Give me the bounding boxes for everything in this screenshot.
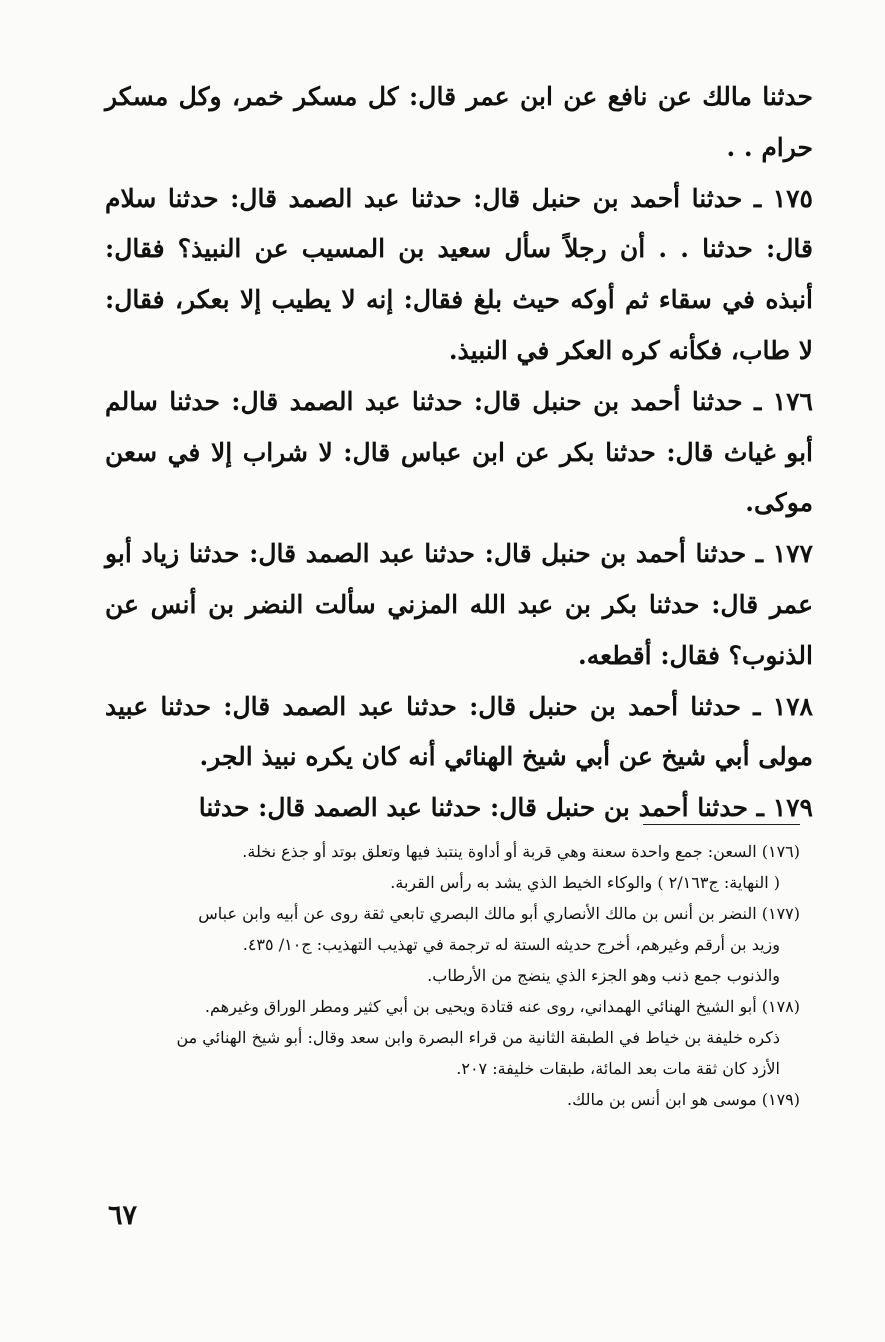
hadith-number: ١٧٦ <box>772 386 813 416</box>
hadith-number: ١٧٥ <box>772 183 813 213</box>
footnote-line: ( النهاية: ج٢/١٦٣ ) والوكاء الخيط الذي يشد به رأس القربة. <box>390 873 780 892</box>
footnote-line: وزيد بن أرقم وغيرهم، أخرج حديثه الستة له ترجمة في تهذيب التهذيب: ج١٠/ ٤٣٥. <box>242 935 780 954</box>
hadith-text: ـ حدثنا أحمد بن حنبل قال: حدثنا عبد الصمد قال: حدثنا زياد أبو عمر قال: حدثنا بكر بن عبد الله المزني سألت النضر بن أنس عن الذنوب؟ فقال: أقطعه. <box>105 539 813 670</box>
hadith-number: ١٧٨ <box>772 691 813 721</box>
hadith-text: ـ حدثنا أحمد بن حنبل قال: حدثنا عبد الصمد قال: حدثنا <box>198 793 764 823</box>
hadith-179 <box>105 783 813 834</box>
footnote-178 <box>110 991 800 1084</box>
footnote-line: ذكره خليفة بن خياط في الطبقة الثانية من قراء البصرة وابن سعد وقال: أبو شيخ الهنائي من <box>176 1028 780 1047</box>
hadith-text: ـ حدثنا أحمد بن حنبل قال: حدثنا عبد الصمد قال: حدثنا سالم أبو غياث قال: حدثنا بكر عن ابن عباس قال: لا شراب إلا في سعن موكى. <box>105 386 813 518</box>
footnote-179 <box>110 1084 800 1115</box>
footnote-176 <box>110 836 800 898</box>
hadith-176 <box>105 377 813 529</box>
footnote-line: (١٧٦) السعن: جمع واحدة سعنة وهي قربة أو أداوة ينتبذ فيها وتعلق بوتد أو جذع نخلة. <box>242 842 800 861</box>
footnote-line: (١٧٨) أبو الشيخ الهنائي الهمداني، روى عنه قتادة ويحيى بن أبي كثير ومطر الوراق وغيرهم. <box>204 997 800 1016</box>
main-text <box>105 72 813 834</box>
hadith-177 <box>105 529 813 681</box>
intro-paragraph: حدثنا مالك عن نافع عن ابن عمر قال: كل مسكر خمر، وكل مسكر حرام . . <box>105 82 813 162</box>
hadith-number: ١٧٩ <box>772 793 813 823</box>
footnote-line: (١٧٧) النضر بن أنس بن مالك الأنصاري أبو مالك البصري تابعي ثقة روى عن أبيه وابن عباس <box>198 904 800 923</box>
footnote-divider <box>643 824 800 825</box>
hadith-text: ـ حدثنا أحمد بن حنبل قال: حدثنا عبد الصمد قال: حدثنا عبيد مولى أبي شيخ عن أبي شيخ الهنائي أنه كان يكره نبيذ الجر. <box>105 691 813 772</box>
footnote-line: (١٧٩) موسى هو ابن أنس بن مالك. <box>567 1090 800 1109</box>
footnotes <box>110 836 800 1115</box>
footnote-line: الأزد كان ثقة مات بعد المائة، طبقات خليفة: ٢٠٧. <box>456 1059 780 1078</box>
hadith-number: ١٧٧ <box>772 539 813 569</box>
page-number: ٦٧ <box>108 1200 138 1231</box>
footnote-line: والذنوب جمع ذنب وهو الجزء الذي ينضج من الأرطاب. <box>427 966 780 985</box>
footnote-177 <box>110 898 800 991</box>
hadith-175 <box>105 174 813 377</box>
hadith-178 <box>105 682 813 784</box>
hadith-text: ـ حدثنا أحمد بن حنبل قال: حدثنا عبد الصمد قال: حدثنا سلام قال: حدثنا . . أن رجلاً سأل سعيد بن المسيب عن النبيذ؟ فقال: أنبذه في سقاء ثم أوكه حيث بلغ فقال: إنه لا يطيب إلا بعكر، فقال: لا طاب، فكأنه كره العكر في النبيذ. <box>105 183 813 365</box>
